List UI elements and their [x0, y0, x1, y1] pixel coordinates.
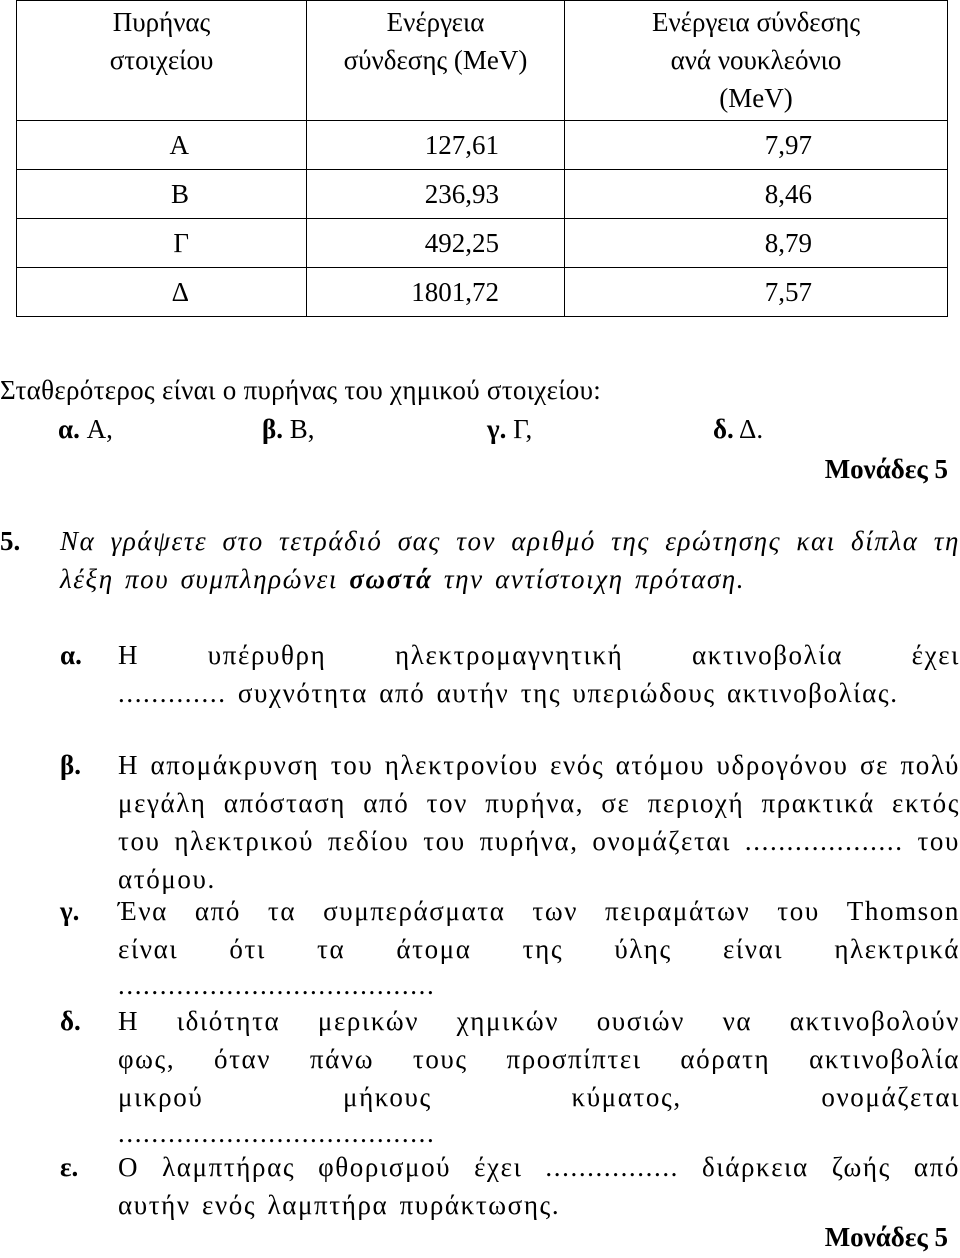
table-header-row: [17, 1, 948, 121]
header-nucleus: Πυρήνας στοιχείου: [17, 1, 307, 121]
table-cell: B: [17, 170, 307, 219]
table-cell: 7,57: [565, 268, 948, 317]
question4-units: Μονάδες 5: [824, 454, 948, 484]
question4-option-d: δ. Δ.: [713, 414, 764, 444]
emphasis-correct: σωστά: [349, 564, 433, 594]
header-binding-energy: Ενέργεια σύνδεσης (MeV): [307, 1, 565, 121]
binding-energy-table: [16, 0, 948, 317]
question4-option-a: α. A,: [58, 414, 113, 444]
table-cell: 1801,72: [307, 268, 565, 317]
table-cell: 8,46: [565, 170, 948, 219]
table-row: [17, 170, 948, 219]
table-cell: Δ: [17, 268, 307, 317]
header-binding-energy-per-nucleon: Ενέργεια σύνδεσης ανά νουκλεόνιο (MeV): [565, 1, 948, 121]
table-cell: 7,97: [565, 121, 948, 170]
question5-units: Μονάδες 5: [824, 1222, 948, 1252]
table-cell: 127,61: [307, 121, 565, 170]
question4-option-b: β. B,: [262, 414, 315, 444]
question5-number: 5.: [0, 526, 21, 556]
table-row: [17, 219, 948, 268]
question5-instruction: Να γράψετε στο τετράδιό σας τον αριθμό της ερώτησης και δίπλα τη λέξη που συμπληρώνει σωστά την αντίστοιχη πρόταση.: [60, 526, 960, 594]
question4-option-c: γ. Γ,: [487, 414, 533, 444]
table-row: [17, 121, 948, 170]
table-row: [17, 268, 948, 317]
question4-stem: Σταθερότερος είναι ο πυρήνας του χημικού στοιχείου:: [0, 375, 602, 405]
table-cell: 492,25: [307, 219, 565, 268]
table-cell: Γ: [17, 219, 307, 268]
table-cell: 8,79: [565, 219, 948, 268]
table-cell: A: [17, 121, 307, 170]
table-cell: 236,93: [307, 170, 565, 219]
